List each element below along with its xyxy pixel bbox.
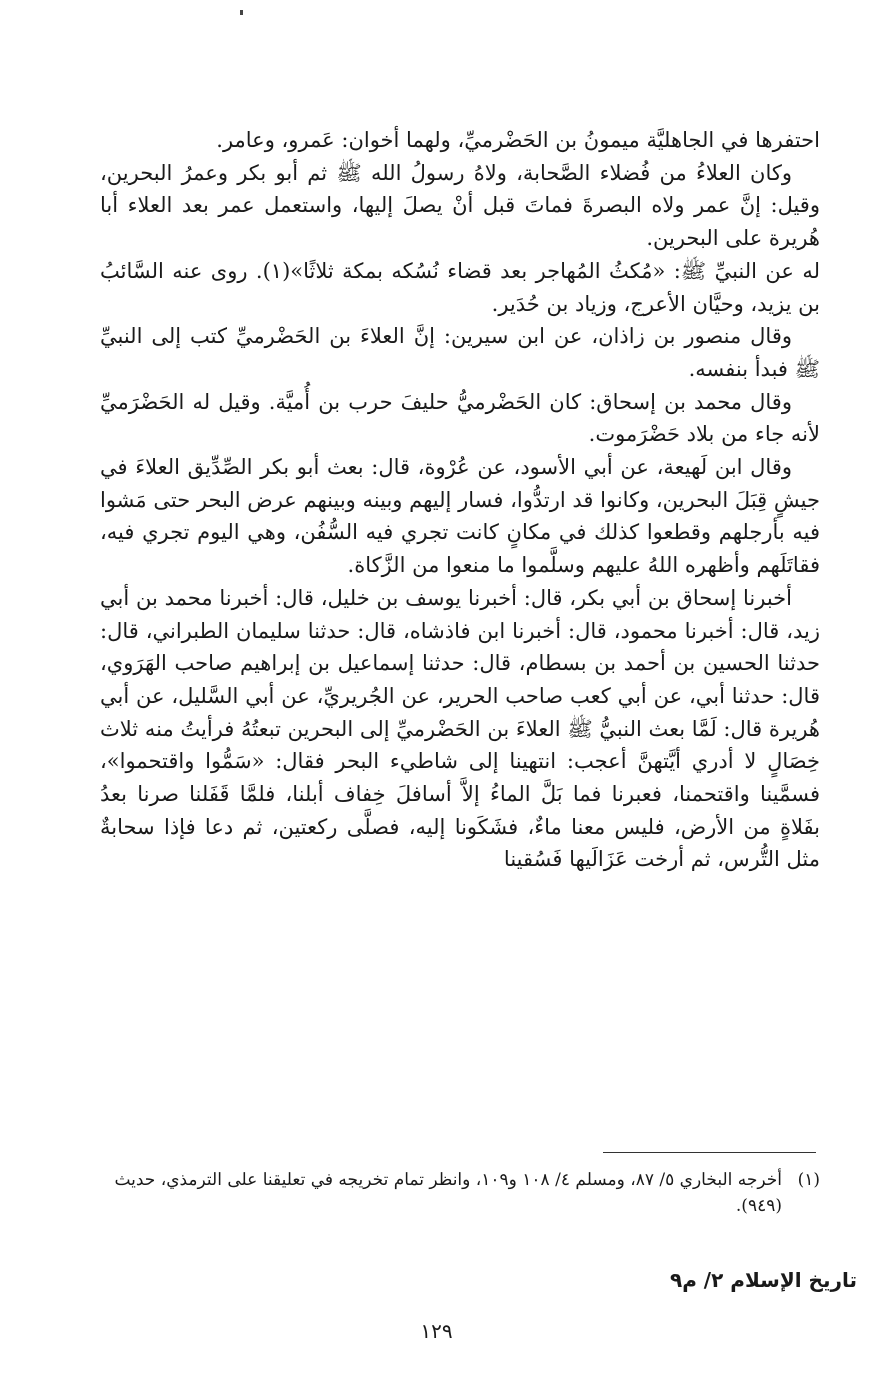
signature-mark: تاريخ الإسلام ٢/ م٩ bbox=[669, 1268, 857, 1292]
footnote-divider bbox=[603, 1152, 816, 1153]
footnotes bbox=[100, 1167, 820, 1219]
footnote-text: أخرجه البخاري ٥/ ٨٧، ومسلم ٤/ ١٠٨ و١٠٩، وانظر تمام تخريجه في تعليقنا على الترمذي، حديث (٩٤٩). bbox=[114, 1170, 782, 1216]
paragraph: وقال ابن لَهيعة، عن أبي الأسود، عن عُرْوة، قال: بعث أبو بكر الصِّدِّيق العلاءَ في جيشٍ قِبَلَ البحرين، وكانوا قد ارتدُّوا، فسار إليهم وبينه وبينهم عرض البحر حتى مَشوا فيه بأرجلهم وقطعوا كذلك في مكانٍ كانت تجري فيه السُّفُن، وهي اليوم تجري فيه، فقاتَلَهم وأظهره اللهُ عليهم وسلَّموا ما منعوا من الزَّكاة. bbox=[100, 455, 820, 578]
printer-mark bbox=[240, 10, 243, 15]
paragraph: احتفرها في الجاهليَّة ميمونُ بن الحَضْرميِّ، ولهما أخوان: عَمرو، وعامر. bbox=[216, 128, 820, 152]
main-text bbox=[100, 124, 820, 876]
paragraph: وقال منصور بن زاذان، عن ابن سيرين: إنَّ العلاءَ بن الحَضْرميِّ كتب إلى النبيِّ ﷺ فبدأ بنفسه. bbox=[100, 324, 820, 381]
footnote-number: (١) bbox=[797, 1170, 820, 1190]
paragraph: له عن النبيِّ ﷺ: «مُكثُ المُهاجر بعد قضاء نُسُكه بمكة ثلاثًا»(١). روى عنه السَّائبُ بن يزيد، وحيَّان الأعرج، وزياد بن حُدَير. bbox=[100, 258, 820, 316]
paragraph: وقال محمد بن إسحاق: كان الحَضْرميُّ حليفَ حرب بن أُميَّة. وقيل له الحَضْرَميِّ لأنه جاء من بلاد حَضْرَموت. bbox=[100, 389, 820, 447]
paragraph: وكان العلاءُ من فُضلاء الصَّحابة، ولاهُ رسولُ الله ﷺ ثم أبو بكر وعمرُ البحرين، وقيل: إنَّ عمر ولاه البصرةَ فماتَ قبل أنْ يصلَ إليها، واستعمل عمر بعد العلاء أبا هُريرة على البحرين. bbox=[100, 160, 820, 251]
page-number: ١٢٩ bbox=[420, 1319, 453, 1343]
paragraph: أخبرنا إسحاق بن أبي بكر، قال: أخبرنا يوسف بن خليل، قال: أخبرنا محمد بن أبي زيد، قال: أخبرنا محمود، قال: أخبرنا ابن فاذشاه، قال: حدثنا سليمان الطبراني، قال: حدثنا الحسين بن أحمد بن بسطام، قال: حدثنا إسماعيل بن إبراهيم صاحب الهَرَوي، قال: حدثنا أبي، عن أبي كعب صاحب الحرير، عن الجُريريِّ، عن أبي السَّليل، عن أبي هُريرة قال: لَمَّا بعث النبيُّ ﷺ العلاءَ بن الحَضْرميِّ إلى البحرين تبعتُهُ فرأيتُ منه ثلاث خِصَالٍ لا أدري أيَّتهنَّ أعجب: انتهينا إلى شاطيء البحر فقال: «سَمُّوا واقتحموا»، فسمَّينا واقتحمنا، فعبرنا فما بَلَّ الماءُ إلاَّ أسافلَ خِفاف أبلنا، فلمَّا قَفَلنا صرنا بعدُ بفَلاةٍ من الأرض، فليس معنا ماءٌ، فشَكَونا إليه، فصلَّى ركعتين، ثم دعا فإذا سحابةٌ مثل التُّرس، ثم أرخت عَزَالَيها فَسُقينا bbox=[100, 585, 820, 872]
footnote bbox=[100, 1167, 820, 1219]
